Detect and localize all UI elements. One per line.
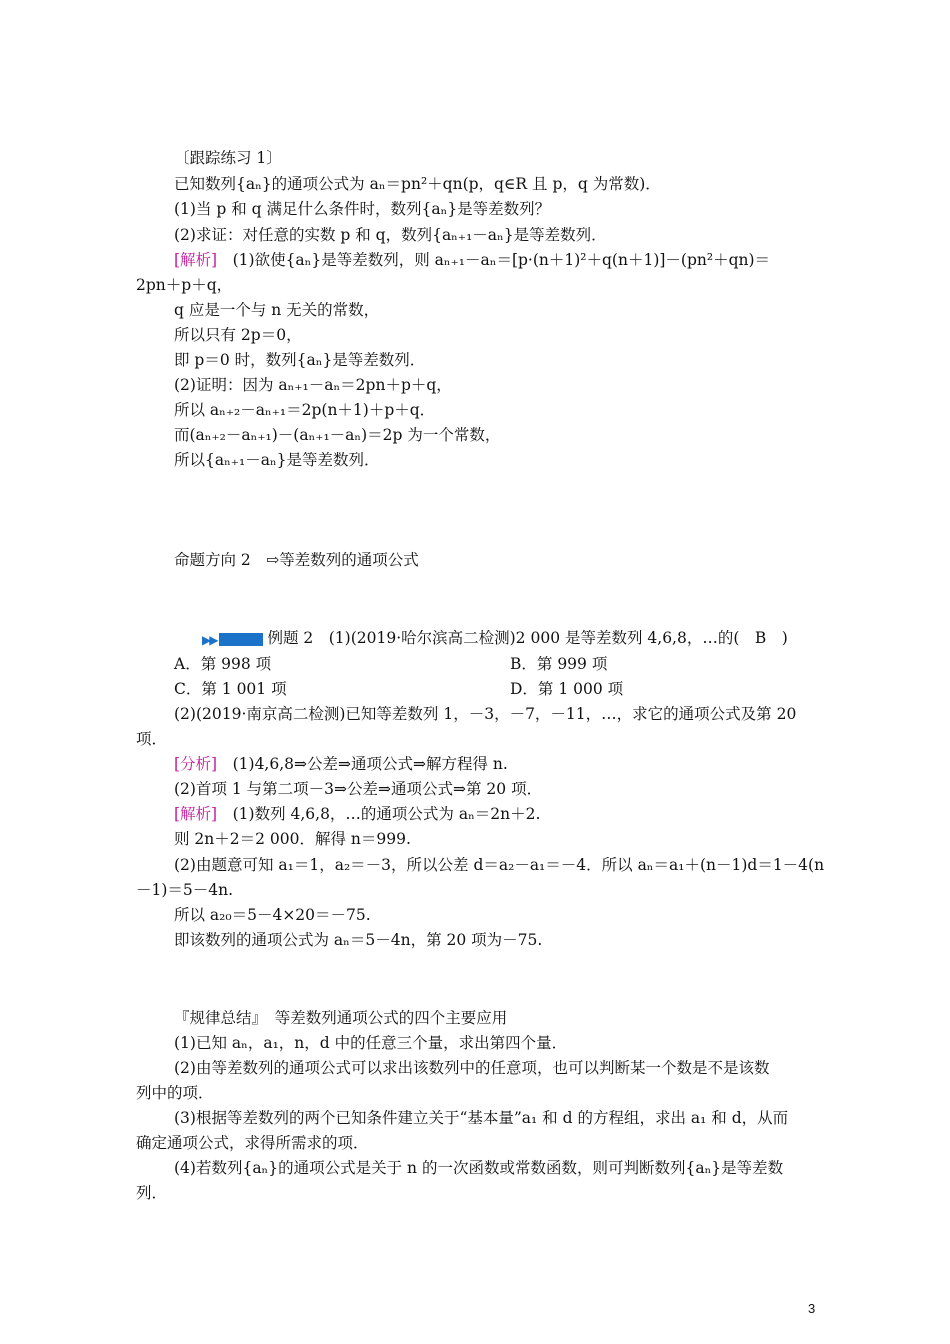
line-text: 2pn＋p＋q， <box>136 276 233 294</box>
line-text: D．第 1 000 项 <box>510 680 624 698</box>
line-text: (2)求证：对任意的实数 p 和 q，数列{aₙ₊₁－aₙ}是等差数列． <box>174 226 607 244</box>
line-text: 列． <box>136 1184 168 1202</box>
example-badge-icon: ▶▶ <box>202 629 267 650</box>
text-line <box>174 1108 788 1128</box>
line-text: (3)根据等差数列的两个已知条件建立关于“基本量”a₁ 和 d 的方程组，求出 a₁ 和 d，从而 <box>174 1109 789 1127</box>
line-text: 而(aₙ₊₂－aₙ₊₁)－(aₙ₊₁－aₙ)＝2p 为一个常数， <box>174 426 501 444</box>
text-line <box>174 225 607 245</box>
line-text: (1)数列 4,6,8，…的通项公式为 aₙ＝2n＋2. <box>232 805 541 823</box>
line-text: 所以 a₂₀＝5－4×20＝－75. <box>174 906 371 924</box>
line-text: 所以只有 2p＝0， <box>174 326 302 344</box>
line-text: (1)欲使{aₙ}是等差数列，则 aₙ₊₁－aₙ＝[p·(n＋1)²＋q(n＋1)]－(pn²＋qn)＝ <box>232 251 771 269</box>
section-tag: [解析] <box>174 805 218 823</box>
line-text: (1)4,6,8⇒公差⇒通项公式⇒解方程得 n. <box>232 755 508 773</box>
text-line <box>202 628 788 650</box>
page-number: 3 <box>808 1301 816 1316</box>
text-line <box>174 704 796 724</box>
text-line <box>174 425 500 445</box>
text-line <box>136 729 167 749</box>
text-line <box>136 1133 369 1153</box>
text-line <box>174 199 550 219</box>
line-text: (1)当 p 和 q 满足什么条件时，数列{aₙ}是等差数列？ <box>174 200 551 218</box>
text-line <box>136 1183 167 1203</box>
text-line <box>174 550 419 570</box>
text-line <box>174 855 824 875</box>
line-text: A．第 998 项 <box>174 655 272 673</box>
line-text: 『规律总结』 等差数列通项公式的四个主要应用 <box>174 1009 508 1027</box>
answer-option <box>510 679 623 699</box>
text-line <box>174 1158 783 1178</box>
text-line <box>174 829 411 849</box>
text-line <box>174 754 508 774</box>
line-text: 即 p＝0 时，数列{aₙ}是等差数列． <box>174 351 426 369</box>
section-tag: [分析] <box>174 755 218 773</box>
line-text: 〔跟踪练习 1〕 <box>174 149 282 167</box>
text-line <box>174 450 380 470</box>
line-text: －1)＝5－4n. <box>136 881 234 899</box>
text-line <box>174 930 542 950</box>
text-line <box>136 275 232 295</box>
text-line <box>136 1083 214 1103</box>
text-line <box>174 679 287 699</box>
text-line <box>174 779 542 799</box>
line-text: q 应是一个与 n 无关的常数， <box>174 301 380 319</box>
line-text: 列中的项． <box>136 1084 214 1102</box>
line-text: (2)由等差数列的通项公式可以求出该数列中的任意项，也可以判断某一个数是不是该数 <box>174 1059 770 1077</box>
text-line <box>174 148 282 168</box>
text-line <box>174 804 540 824</box>
section-tag: [解析] <box>174 251 218 269</box>
text-line <box>174 300 379 320</box>
text-line <box>174 250 770 270</box>
line-text: (1)已知 aₙ，a₁，n，d 中的任意三个量，求出第四个量． <box>174 1034 568 1052</box>
text-line <box>174 1008 507 1028</box>
line-text: 所以{aₙ₊₁－aₙ}是等差数列． <box>174 451 380 469</box>
answer-option <box>510 654 607 674</box>
line-text: 即该数列的通项公式为 aₙ＝5－4n，第 20 项为－75. <box>174 931 543 949</box>
line-text: (2)(2019·南京高二检测)已知等差数列 1，－3，－7，－11，…，求它的通项公式及第 20 <box>174 705 797 723</box>
text-line <box>174 654 271 674</box>
line-text: 例题 2 (1)(2019·哈尔滨高二检测)2 000 是等差数列 4,6,8，…的( B ) <box>267 629 788 647</box>
line-text: (2)证明：因为 aₙ₊₁－aₙ＝2pn＋p＋q， <box>174 376 452 394</box>
line-text: (4)若数列{aₙ}的通项公式是关于 n 的一次函数或常数函数，则可判断数列{aₙ}是等差数 <box>174 1159 784 1177</box>
line-text: C．第 1 001 项 <box>174 680 287 698</box>
text-line <box>174 375 452 395</box>
text-line <box>174 174 661 194</box>
line-text: (2)由题意可知 a₁＝1，a₂＝－3，所以公差 d＝a₂－a₁＝－4．所以 aₙ＝a₁＋(n－1)d＝1－4(n <box>174 856 825 874</box>
text-line <box>174 325 302 345</box>
line-text: 所以 aₙ₊₂－aₙ₊₁＝2p(n＋1)＋p＋q． <box>174 401 436 419</box>
text-line <box>174 400 435 420</box>
text-line <box>174 1058 769 1078</box>
text-line <box>174 350 425 370</box>
line-text: B．第 999 项 <box>510 655 608 673</box>
line-text: (2)首项 1 与第二项－3⇒公差⇒通项公式⇒第 20 项． <box>174 780 543 798</box>
text-line <box>174 1033 567 1053</box>
line-text: 则 2n＋2＝2 000．解得 n＝999. <box>174 830 411 848</box>
text-line <box>174 905 371 925</box>
line-text: 已知数列{aₙ}的通项公式为 aₙ＝pn²＋qn(p，q∈R 且 p，q 为常数)． <box>174 175 661 193</box>
text-line <box>136 880 233 900</box>
line-text: 项． <box>136 730 168 748</box>
line-text: 命题方向 2 ⇨等差数列的通项公式 <box>174 551 419 569</box>
line-text: 确定通项公式，求得所需求的项． <box>136 1134 369 1152</box>
